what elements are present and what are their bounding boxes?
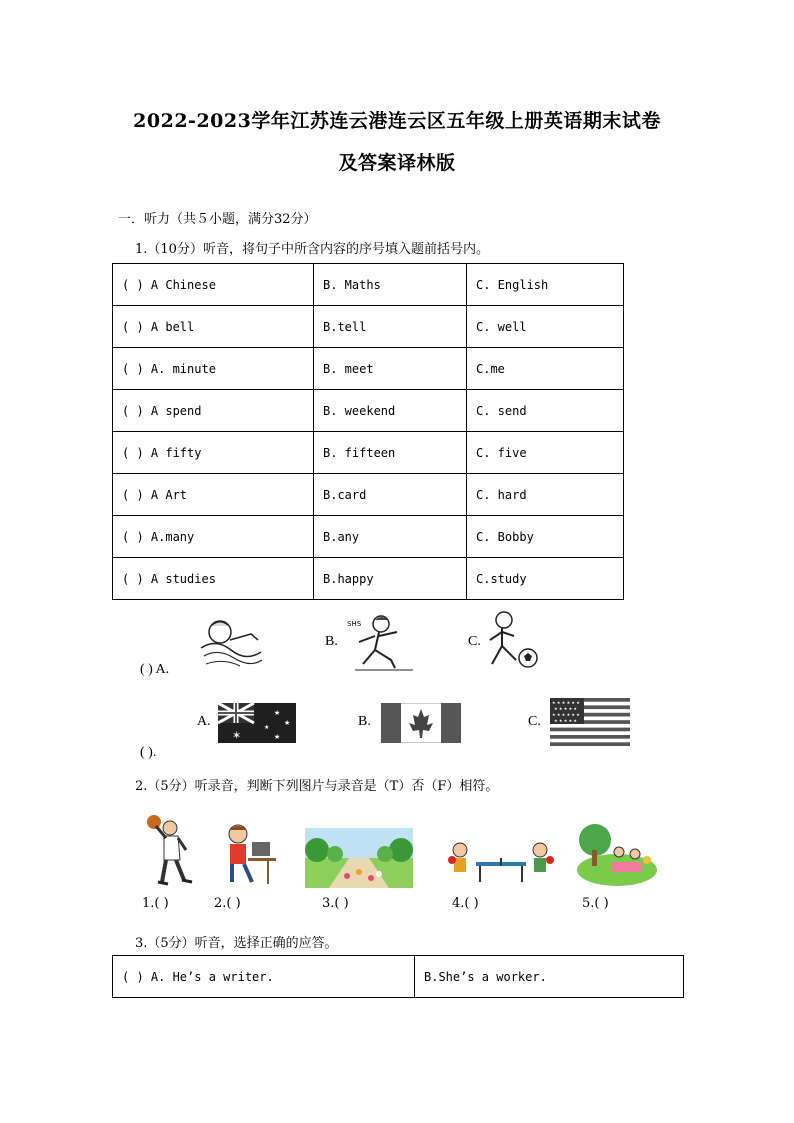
q1-cell: B.any — [314, 516, 467, 558]
q1-table-row — [113, 306, 624, 348]
svg-text:★: ★ — [274, 733, 281, 741]
football-boy-picture — [482, 608, 542, 672]
q1-cell: ( ) A studies — [113, 558, 314, 600]
q1-cell: B.card — [314, 474, 467, 516]
swimming-boy-picture — [196, 612, 266, 670]
pic-row1-label-b: B. — [325, 634, 338, 649]
canada-flag-picture — [381, 703, 461, 743]
q1-table-row — [113, 264, 624, 306]
q1-cell: ( ) A Art — [113, 474, 314, 516]
q1-cell: C.me — [467, 348, 624, 390]
q2-answer-5: 5.( ) — [582, 896, 609, 911]
basketball-player-picture — [140, 810, 200, 888]
park-scene-picture — [305, 828, 413, 888]
q1-cell: ( ) A spend — [113, 390, 314, 432]
q1-cell: B. fifteen — [314, 432, 467, 474]
question-3-table — [112, 955, 684, 998]
q1-table-row — [113, 558, 624, 600]
flag-label-b: B. — [358, 714, 371, 729]
q1-cell: C.study — [467, 558, 624, 600]
australia-flag-picture — [218, 703, 296, 743]
pic-row1-answer-blank: ( ) A. — [140, 662, 170, 677]
q1-cell: ( ) A Chinese — [113, 264, 314, 306]
question-1-prompt: 1.（10分）听音，将句子中所含内容的序号填入题前括号内。 — [135, 242, 489, 257]
q1-cell: ( ) A fifty — [113, 432, 314, 474]
flag-label-c: C. — [528, 714, 541, 729]
q1-cell: B.tell — [314, 306, 467, 348]
q1-table-row — [113, 390, 624, 432]
q1-cell: C. English — [467, 264, 624, 306]
title-line-1: 2022-2023学年江苏连云港连云区五年级上册英语期末试卷 — [133, 110, 661, 132]
q3-option-b: B.She’s a worker. — [415, 956, 684, 998]
question-3-prompt: 3.（5分）听音，选择正确的应答。 — [135, 936, 338, 951]
q1-table-row — [113, 474, 624, 516]
svg-text:★: ★ — [284, 719, 291, 727]
q1-cell: B. Maths — [314, 264, 467, 306]
svg-text:★: ★ — [264, 724, 270, 731]
svg-text:★ ★ ★ ★ ★: ★ ★ ★ ★ ★ — [554, 706, 578, 711]
q1-table-row — [113, 432, 624, 474]
q2-answer-4: 4.( ) — [452, 896, 479, 911]
pic-row1-label-c: C. — [468, 634, 481, 649]
section-heading: 一．听力（共５小题，满分32分） — [118, 212, 317, 227]
q2-answer-3: 3.( ) — [322, 896, 349, 911]
q1-cell: C. five — [467, 432, 624, 474]
q3-option-a: ( ) A. He’s a writer. — [113, 956, 415, 998]
svg-text:★ ★ ★ ★ ★ ★: ★ ★ ★ ★ ★ ★ — [552, 712, 580, 717]
flag-label-a: A. — [197, 714, 211, 729]
svg-text:✶: ✶ — [232, 729, 242, 742]
svg-text:★ ★ ★ ★ ★ ★: ★ ★ ★ ★ ★ ★ — [552, 700, 580, 705]
pic-row2-answer-blank: ( ). — [140, 745, 157, 760]
usa-flag-picture — [550, 698, 630, 746]
q1-cell: ( ) A bell — [113, 306, 314, 348]
question-1-table — [112, 263, 624, 600]
svg-text:★ ★ ★ ★ ★: ★ ★ ★ ★ ★ — [554, 718, 578, 723]
q1-cell: B.happy — [314, 558, 467, 600]
svg-text:★: ★ — [274, 709, 281, 717]
ping-pong-picture — [448, 838, 554, 884]
q1-cell: B. meet — [314, 348, 467, 390]
q1-cell: C. Bobby — [467, 516, 624, 558]
q1-table-row — [113, 348, 624, 390]
question-2-prompt: 2.（5分）听录音，判断下列图片与录音是（T）否（F）相符。 — [135, 779, 499, 794]
running-boy-picture — [345, 612, 417, 672]
svg-text:SHS: SHS — [347, 620, 362, 628]
q1-cell: C. well — [467, 306, 624, 348]
q1-cell: C. send — [467, 390, 624, 432]
q1-cell: C. hard — [467, 474, 624, 516]
q2-answer-2: 2.( ) — [214, 896, 241, 911]
q1-cell: ( ) A.many — [113, 516, 314, 558]
title-line-2: 及答案译林版 — [338, 152, 456, 174]
picnic-picture — [575, 820, 659, 888]
q1-cell: ( ) A. minute — [113, 348, 314, 390]
boy-at-computer-picture — [218, 820, 278, 888]
q1-table-row — [113, 516, 624, 558]
q2-answer-1: 1.( ) — [142, 896, 169, 911]
q1-cell: B. weekend — [314, 390, 467, 432]
